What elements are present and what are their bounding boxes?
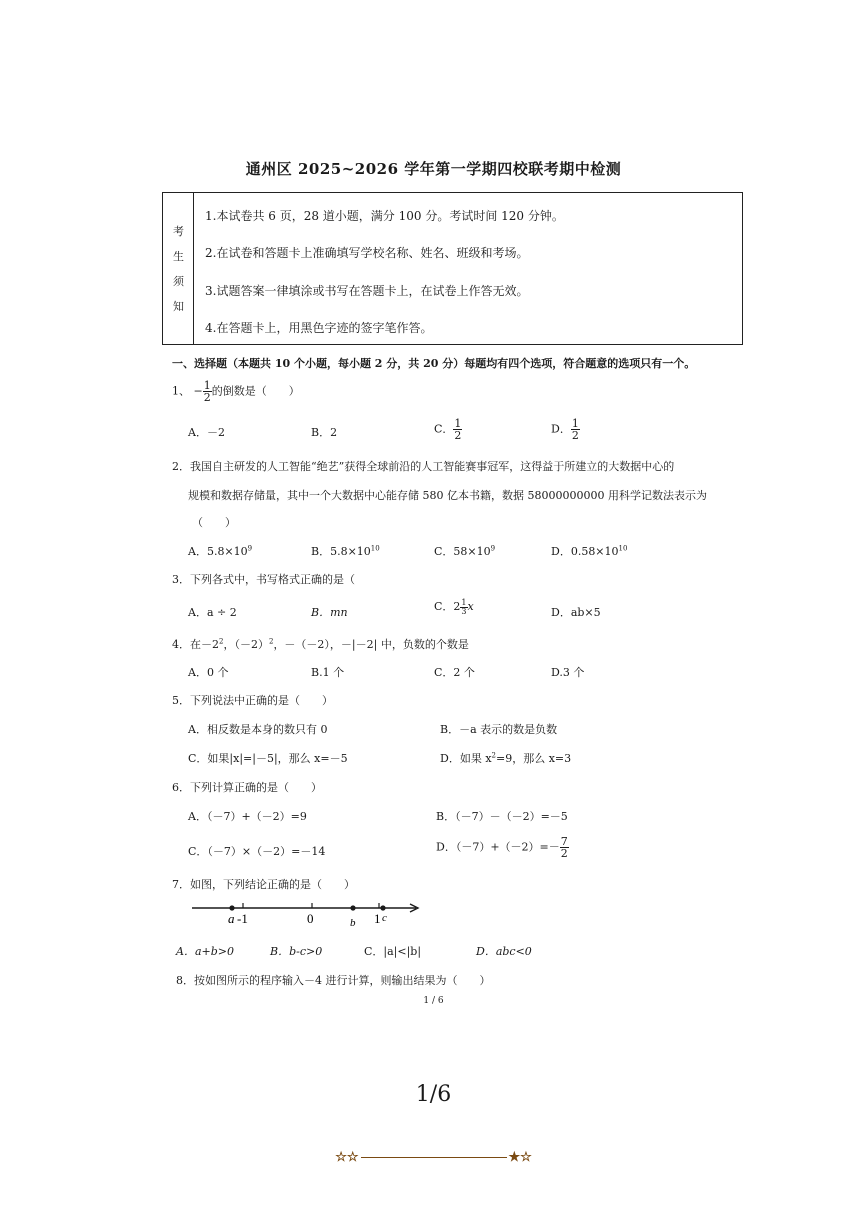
q3-c-fraction: $\frac{1}{3}$ <box>461 597 467 616</box>
q1-option-a: A．－2 <box>188 426 225 439</box>
page-number-small: 1 / 6 <box>423 996 444 1006</box>
q2-option-a: A．$5.8\times 10^9$ <box>188 544 253 558</box>
q4-option-b: B.1 个 <box>311 666 345 679</box>
q2-line2: 规模和数据存储量，其中一个大数据中心能存储 580 亿本书籍，数据 58000000000 用科学记数法表示为 <box>188 489 707 502</box>
q2-option-c: C．$58\times 10^9$ <box>434 544 496 558</box>
q1-fraction: $\frac{1}{2}$ <box>203 379 211 404</box>
q6-option-a: A．（－7）+（－2）=9 <box>188 810 307 823</box>
notice-line: 2.在试卷和答题卡上准确填写学校名称、姓名、班级和考场。 <box>205 246 529 260</box>
label-one: 1 <box>374 911 381 926</box>
point-a <box>229 905 234 910</box>
q7-option-d: D．abc<0 <box>476 945 532 958</box>
q5-option-a: A．相反数是本身的数只有 0 <box>188 723 328 736</box>
q4-option-d: D.3 个 <box>551 666 585 679</box>
point-c <box>380 905 385 910</box>
q6-stem: 6．下列计算正确的是（ ） <box>172 781 322 794</box>
label-c: c <box>382 912 387 924</box>
label-a: a <box>228 911 235 926</box>
question-1 <box>172 380 300 403</box>
q1-d-fraction: $\frac{1}{2}$ <box>571 417 579 442</box>
q5-stem: 5．下列说法中正确的是（ ） <box>172 694 333 707</box>
section-heading: 一、选择题（本题共 10 个小题，每小题 2 分，共 20 分）每题均有四个选项，符合题意的选项只有一个。 <box>172 357 696 370</box>
q7-option-c: C．|a|<|b| <box>364 945 422 958</box>
q1-option-b: B．2 <box>311 426 338 439</box>
q1-option-d: D． $\frac{1}{2}$ <box>551 417 579 442</box>
q3-option-b: B．mn <box>311 606 348 619</box>
exam-title: 通州区 2025~2026 学年第一学期四校联考期中检测 <box>245 160 622 178</box>
q1-stem: 的倒数是（ ） <box>211 384 300 398</box>
q7-stem: 7．如图，下列结论正确的是（ ） <box>172 878 355 891</box>
q6-d-fraction: $\frac{7}{2}$ <box>560 835 568 860</box>
footer-decoration <box>0 1150 867 1165</box>
q5-option-b: B．－a 表示的数是负数 <box>440 723 558 736</box>
q4-stem: 4．在$-2^2$，$(-2)^2$，－（－2），－|－2| 中，负数的个数是 <box>172 637 469 651</box>
label-zero: 0 <box>307 911 314 926</box>
label-b: b <box>350 917 356 929</box>
q5-option-d: D．如果 $x^2=9$，那么 x=3 <box>440 751 572 765</box>
notice-line: 4.在答题卡上，用黑色字迹的签字笔作答。 <box>205 321 433 335</box>
page-number: 1/6 <box>415 1082 452 1107</box>
q3-stem: 3．下列各式中，书写格式正确的是（ <box>172 573 355 586</box>
q4-option-c: C．2 个 <box>434 666 475 679</box>
footer-stars-right: ★☆ <box>508 1150 532 1165</box>
notice-line: 1.本试卷共 6 页，28 道小题，满分 100 分。考试时间 120 分钟。 <box>205 209 564 223</box>
notice-char: 须 <box>173 275 184 288</box>
q2-option-d: D．$0.58\times 10^{10}$ <box>551 544 628 558</box>
q6-option-d: D．（－7）+（－2）=－ $\frac{7}{2}$ <box>436 835 568 860</box>
q2-line1: 2．我国自主研发的人工智能“绝艺”获得全球前沿的人工智能赛事冠军，这得益于所建立的大数据中心的 <box>172 460 675 473</box>
q6-option-c: C．（－7）×（－2）=－14 <box>188 845 326 858</box>
q1-minus: − <box>193 384 203 398</box>
notice-char: 考 <box>173 225 184 238</box>
footer-divider <box>361 1157 507 1158</box>
label-minus-one: -1 <box>237 911 248 926</box>
notice-line: 3.试题答案一律填涂或书写在答题卡上，在试卷上作答无效。 <box>205 284 529 298</box>
q3-option-a: A．a ÷ 2 <box>188 606 237 619</box>
notice-char: 生 <box>173 250 184 263</box>
point-b <box>350 905 355 910</box>
q6-option-b: B．（－7）－（－2）=－5 <box>436 810 568 823</box>
q7-option-b: B．b-c>0 <box>270 945 323 958</box>
q3-option-d: D．ab×5 <box>551 606 601 619</box>
q3-option-c: C．2 $\frac{1}{3}$ x <box>434 597 474 616</box>
q5-option-c: C．如果|x|=|－5|，那么 x=－5 <box>188 752 348 765</box>
q1-number: 1、 <box>172 384 190 398</box>
q7-option-a: A．a+b>0 <box>176 945 234 958</box>
q2-option-b: B．$5.8\times 10^{10}$ <box>311 544 380 558</box>
q1-c-fraction: $\frac{1}{2}$ <box>454 417 462 442</box>
q2-line3: （ ） <box>192 516 236 529</box>
notice-side-label <box>163 193 194 344</box>
notice-box <box>162 192 743 345</box>
q4-option-a: A．0 个 <box>188 666 229 679</box>
q1-option-c: C． $\frac{1}{2}$ <box>434 417 462 442</box>
footer-stars-left: ☆☆ <box>335 1150 359 1165</box>
q8-stem: 8．按如图所示的程序输入－4 进行计算，则输出结果为（ ） <box>176 974 491 987</box>
notice-char: 知 <box>173 300 184 313</box>
number-line-figure <box>190 896 426 930</box>
